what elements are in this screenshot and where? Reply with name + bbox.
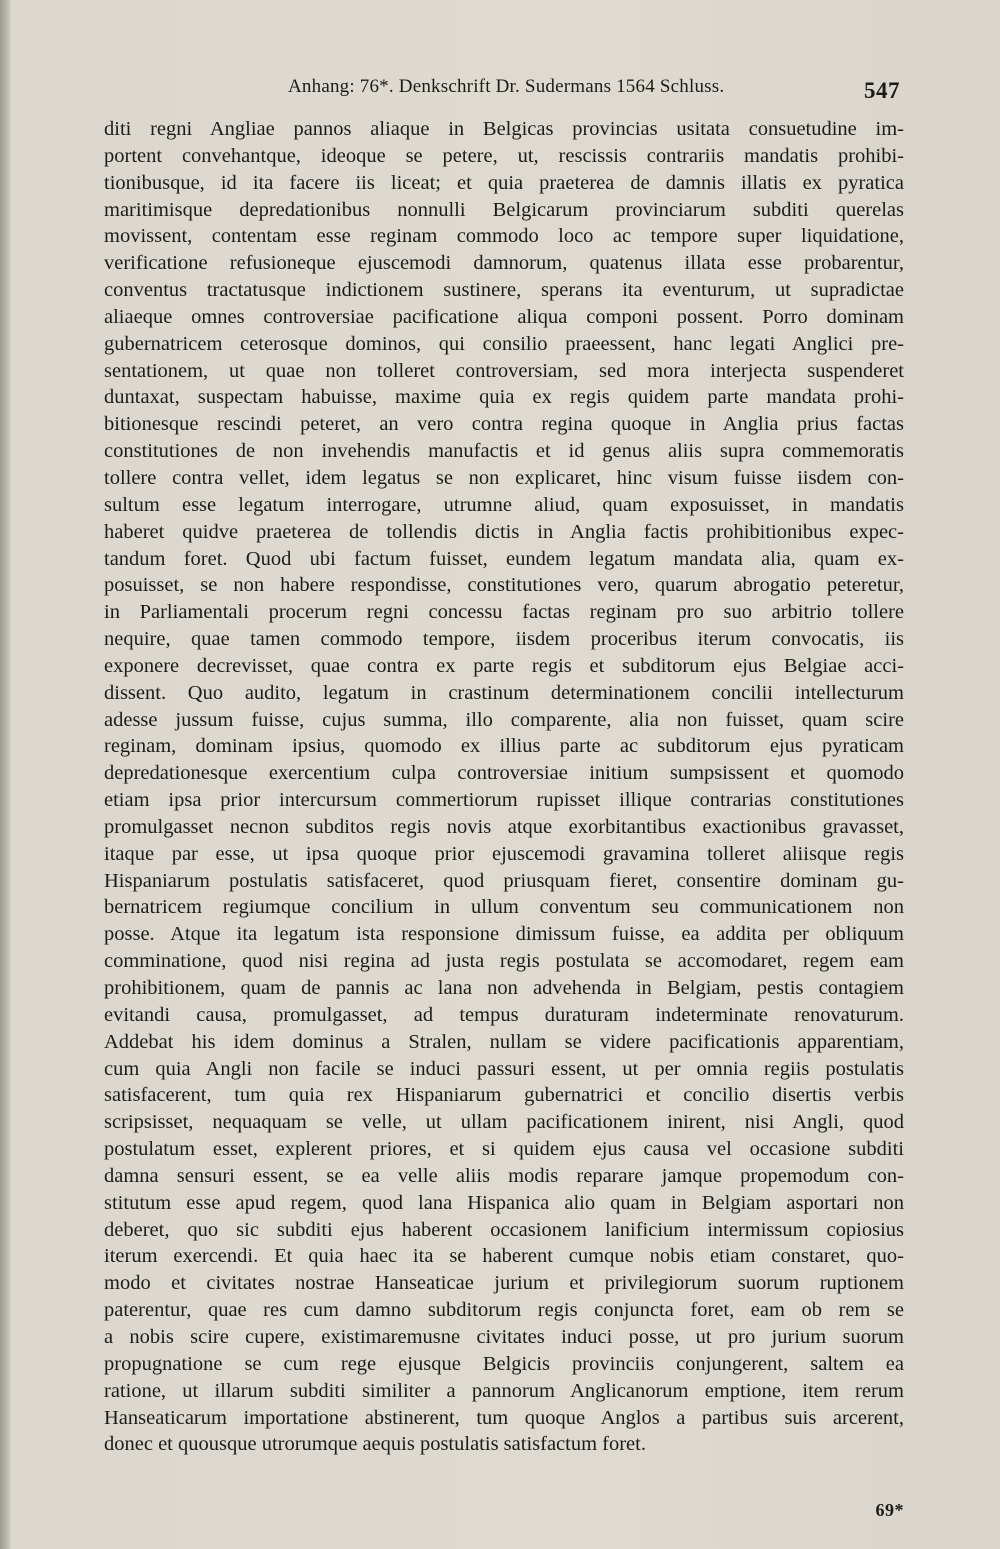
text-line: stitutum esse apud regem, quod lana Hispanica alio quam in Belgiam asportari non <box>104 1191 904 1214</box>
text-line: posuisset, se non habere respondisse, constitutiones vero, quarum abrogatio peteretur, <box>104 574 904 597</box>
text-line: scripsisset, nequaquam se velle, ut ullam pacificationem inirent, nisi Angli, quod <box>104 1111 904 1134</box>
text-line: conventus tractatusque indictionem sustinere, sperans ita eventurum, ut supradictae <box>104 279 904 302</box>
text-line: evitandi causa, promulgasset, ad tempus duraturam indeterminate renovaturum. <box>104 1003 904 1026</box>
text-line: sentationem, ut quae non tolleret controversiam, sed mora interjecta suspenderet <box>104 359 904 382</box>
text-line: satisfacerent, tum quia rex Hispaniarum gubernatrici et concilio disertis verbis <box>104 1084 904 1107</box>
text-line: gubernatricem ceterosque dominos, qui consilio praeessent, hanc legati Anglici pre- <box>104 332 904 355</box>
text-line: bernatricem regiumque concilium in ullum conventum seu communicationem non <box>104 896 904 919</box>
page-header <box>288 76 900 110</box>
binding-shadow <box>0 0 10 1549</box>
text-line: Hispaniarum postulatis satisfaceret, quod priusquam fieret, consentire dominam gu- <box>104 869 904 892</box>
text-line: aliaeque omnes controversiae pacificatione aliqua componi possent. Porro dominam <box>104 305 904 328</box>
running-head: Anhang: 76*. Denkschrift Dr. Sudermans 1564 Schluss. <box>288 76 725 97</box>
text-line: deberet, quo sic subditi ejus haberent occasionem lanificium intermissum copiosius <box>104 1218 904 1241</box>
text-line: haberet quidve praeterea de tollendis dictis in Anglia factis prohibitionibus expec- <box>104 520 904 543</box>
text-line: etiam ipsa prior intercursum commertiorum rupisset illique contrarias constitutiones <box>104 789 904 812</box>
text-line: Addebat his idem dominus a Stralen, nullam se videre pacificationis apparentiam, <box>104 1030 904 1053</box>
text-line: comminatione, quod nisi regina ad justa regis postulata se accomodaret, regem eam <box>104 950 904 973</box>
text-line: verificatione refusioneque ejuscemodi damnorum, quatenus illata esse probarentur, <box>104 252 904 275</box>
text-line: movissent, contentam esse reginam commodo loco ac tempore super liquidatione, <box>104 225 904 248</box>
page-number: 547 <box>864 78 900 103</box>
text-line: tollere contra vellet, idem legatus se non explicaret, hinc visum fuisse iisdem con- <box>104 466 904 489</box>
text-line: in Parliamentali procerum regni concessu factas reginam pro suo arbitrio tollere <box>104 601 904 624</box>
text-line: exponere decrevisset, quae contra ex parte regis et subditorum ejus Belgiae acci- <box>104 654 904 677</box>
text-line: sultum esse legatum interrogare, utrumne aliud, quam exposuisset, in mandatis <box>104 493 904 516</box>
text-line: paterentur, quae res cum damno subditorum regis conjuncta foret, eam ob rem se <box>104 1299 904 1322</box>
text-line: postulatum esset, explerent priores, et si quidem ejus causa vel occasione subditi <box>104 1138 904 1161</box>
text-line: propugnatione se cum rege ejusque Belgicis provinciis conjungerent, saltem ea <box>104 1352 904 1375</box>
text-line: a nobis scire cupere, existimaremusne civitates induci posse, ut pro jurium suorum <box>104 1325 904 1348</box>
text-line: nequire, quae tamen commodo tempore, iisdem proceribus iterum convocatis, iis <box>104 628 904 651</box>
signature-mark: 69* <box>875 1500 904 1520</box>
text-line: promulgasset necnon subditos regis novis atque exorbitantibus exactionibus gravasset, <box>104 815 904 838</box>
body-text <box>104 116 904 1458</box>
text-line: constitutiones de non invehendis manufactis et id genus aliis supra commemoratis <box>104 440 904 463</box>
text-line: maritimisque depredationibus nonnulli Belgicarum provinciarum subditi querelas <box>104 198 904 221</box>
text-line: diti regni Angliae pannos aliaque in Belgicas provincias usitata consuetudine im- <box>104 118 904 140</box>
text-line: duntaxat, suspectam habuisse, maxime quia ex regis quidem parte mandata prohi- <box>104 386 904 409</box>
text-line: modo et civitates nostrae Hanseaticae jurium et privilegiorum suorum ruptionem <box>104 1272 904 1295</box>
text-line: reginam, dominam ipsius, quomodo ex illius parte ac subditorum ejus pyraticam <box>104 735 904 758</box>
text-line: posse. Atque ita legatum ista responsione dimissum fuisse, ea addita per obliquum <box>104 923 904 946</box>
text-line: iterum exercendi. Et quia haec ita se haberent cumque nobis etiam constaret, quo- <box>104 1245 904 1268</box>
text-line: cum quia Angli non facile se induci passuri essent, ut per omnia regiis postulatis <box>104 1057 904 1080</box>
text-line: donec et quousque utrorumque aequis postulatis satisfactum foret. <box>104 1433 646 1456</box>
text-line: prohibitionem, quam de pannis ac lana non advehenda in Belgiam, pestis contagiem <box>104 977 904 999</box>
text-line: damna sensuri essent, se ea velle aliis modis reparare jamque propemodum con- <box>104 1164 904 1187</box>
text-line: itaque par esse, ut ipsa quoque prior ejuscemodi gravamina tolleret aliisque regis <box>104 842 904 865</box>
text-line: tandum foret. Quod ubi factum fuisset, eundem legatum mandata alia, quam ex- <box>104 547 904 570</box>
text-line: bitionesque rescindi peteret, an vero contra regina quoque in Anglia prius factas <box>104 413 904 436</box>
text-line: Hanseaticarum importatione abstinerent, tum quoque Anglos a partibus suis arcerent, <box>104 1406 904 1429</box>
text-line: portent convehantque, ideoque se petere, ut, rescissis contrariis mandatis prohibi- <box>104 144 904 167</box>
text-line: depredationesque exercentium culpa controversiae initium sumpsissent et quomodo <box>104 762 904 785</box>
text-line: dissent. Quo audito, legatum in crastinum determinationem concilii intellecturum <box>104 681 904 704</box>
text-line: tionibusque, id ita facere iis liceat; et quia praeterea de damnis illatis ex pyratica <box>104 171 904 194</box>
text-line: ratione, ut illarum subditi similiter a pannorum Anglicanorum emptione, item rerum <box>104 1379 904 1402</box>
text-line: adesse jussum fuisse, cujus summa, illo comparente, alia non fuisset, quam scire <box>104 708 904 731</box>
